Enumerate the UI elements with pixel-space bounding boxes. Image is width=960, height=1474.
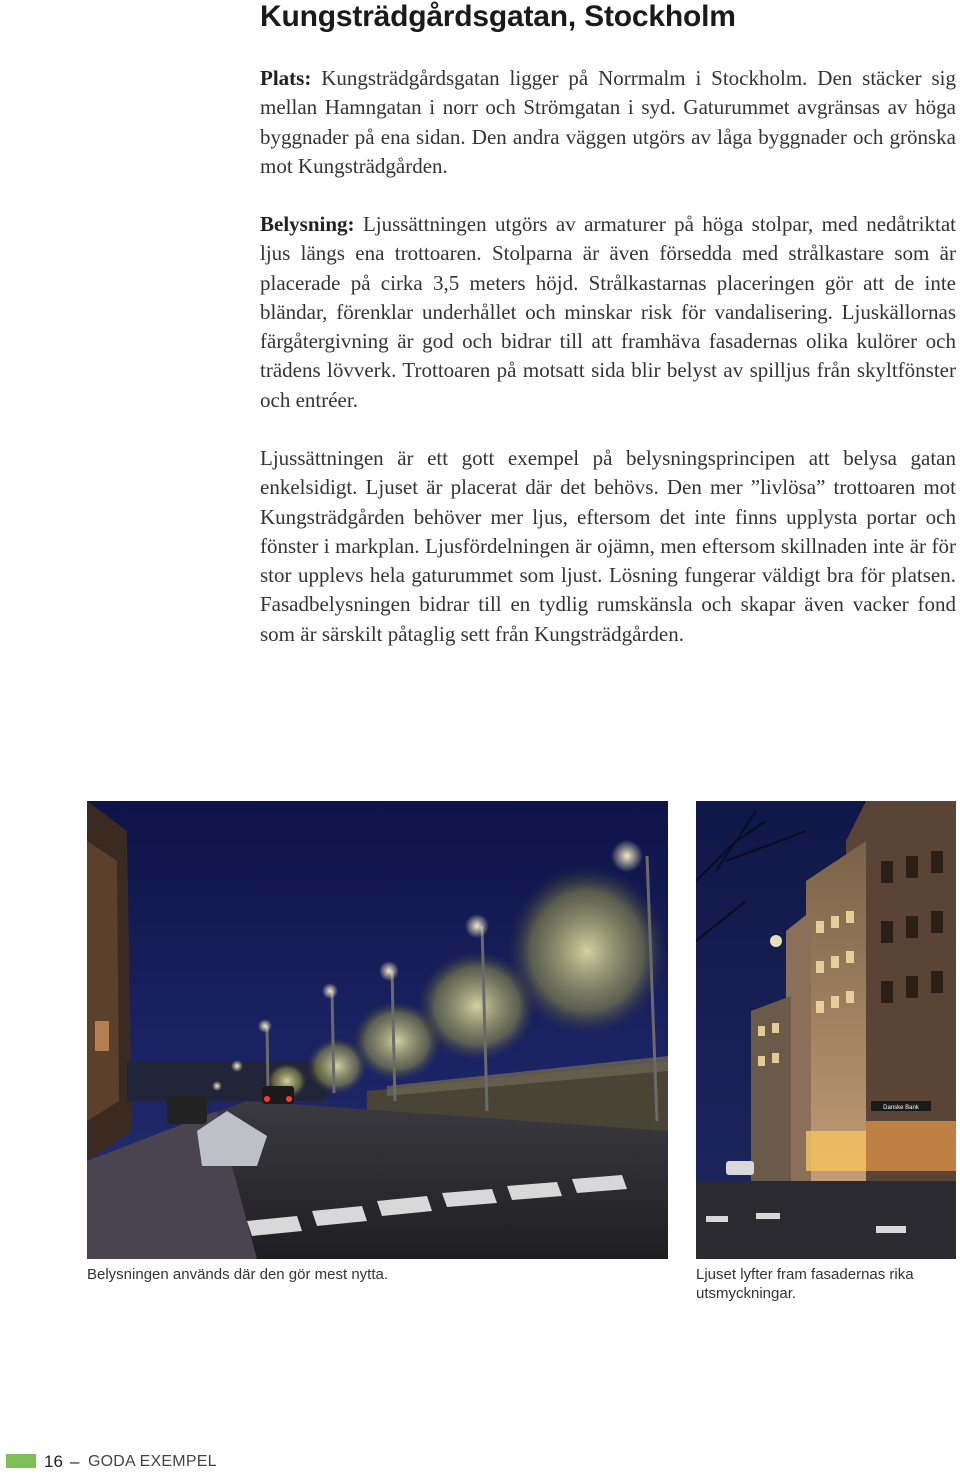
paragraph-plats [260,64,956,181]
paragraph-body: Ljussättningen är ett gott exempel på belysningsprincipen att belysa gatan enkelsidigt. Ljuset är placerat där det behövs. Den mer ”livlösa” trottoaren mot Kungsträdgården behöver mer ljus, eftersom det inte finns upplysta portar och fönster i markplan. Ljusfördelningen är ojämn, men eftersom skillnaden inte är för stor upplevs hela gaturummet som ljust. Lösning fungerar väldigt bra för platsen. Fasadbelysningen bidrar till en tydlig rumskänsla och skapar även vacker fond som är särskilt påtaglig sett från Kungsträdgården. [260,446,956,646]
paragraph-body: Ljussättningen utgörs av armaturer på höga stolpar, med nedåtriktat ljus längs ena trottoaren. Stolparna är även försedda med strålkastare som är placerade på cirka 3,5 meters höjd. Strålkastarnas placeringen gör att de inte bländar, förenklar underhållet och minskar risk för vandalisering. Ljuskällornas färgåtergivning är god och bidrar till att framhäva fasadernas olika kulörer och trädens lövverk. Trottoaren på motsatt sida blir belyst av spilljus från skyltfönster och entréer. [260,212,956,412]
bank-sign: Danske Bank [883,1105,919,1111]
section-name: GODA EXEMPEL [88,1453,217,1470]
photo-caption-right: Ljuset lyfter fram fasadernas rika utsmyckningar. [696,1266,914,1302]
page-footer [0,1448,400,1474]
street-night-illustration [87,801,668,1259]
page-number: 16 [44,1452,63,1471]
page-title: Kungsträdgårdsgatan, Stockholm [260,0,736,33]
footer-accent-bar [6,1454,36,1468]
paragraph-belysning [260,210,956,415]
photo-caption-left: Belysningen används där den gör mest nytta. [87,1266,389,1283]
paragraph-summary [260,444,956,649]
paragraph-lead: Belysning: [260,212,355,236]
paragraph-lead: Plats: [260,66,312,90]
photo-facades-night [696,801,956,1259]
footer-separator: – [70,1452,80,1471]
paragraph-body: Kungsträdgårdsgatan ligger på Norrmalm i Stockholm. Den stäcker sig mellan Hamngatan i norr och Strömgatan i syd. Gaturummet avgränsas av höga byggnader på ena sidan. Den andra väggen utgörs av låga byggnader och grönska mot Kungsträdgården. [260,66,956,178]
photo-street-night [87,801,668,1259]
facades-night-illustration [696,801,956,1259]
